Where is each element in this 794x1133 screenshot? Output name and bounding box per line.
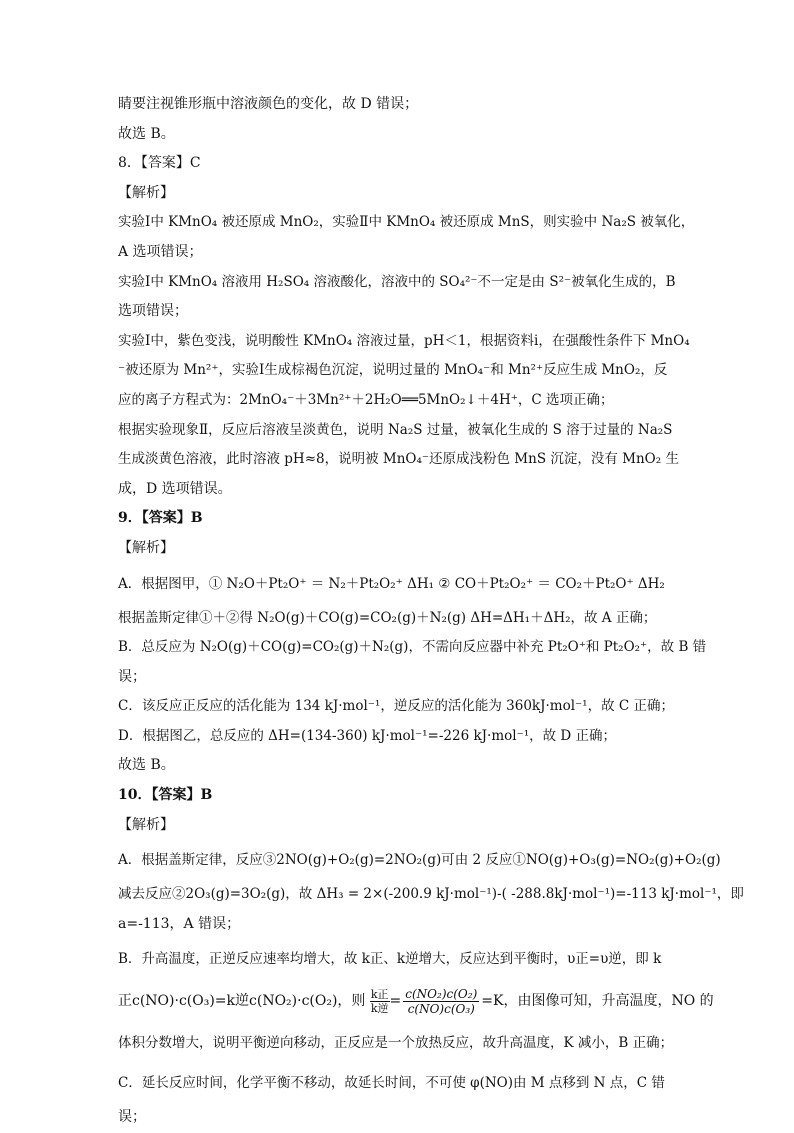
text-line: 实验Ⅰ中 KMnO₄ 被还原成 MnO₂，实验Ⅱ中 KMnO₄ 被还原成 MnS，则实验中 Na₂S 被氧化， xyxy=(118,214,695,231)
text-line: A．根据盖斯定律，反应③2NO(g)+O₂(g)=2NO₂(g)可由 2 反应①NO(g)+O₃(g)=NO₂(g)+O₂(g) xyxy=(118,852,721,869)
answer-heading-10: 10．【答案】B xyxy=(118,787,213,804)
text-line: A 选项错误； xyxy=(118,243,203,260)
text-line: 实验Ⅰ中，紫色变浅，说明酸性 KMnO₄ 溶液过量，pH＜1，根据资料ⅰ，在强酸性条件下 MnO₄ xyxy=(118,332,690,349)
text-line: 实验Ⅰ中 KMnO₄ 溶液用 H₂SO₄ 溶液酸化，溶液中的 SO₄²⁻不一定是由 S²⁻被氧化生成的，B xyxy=(118,273,676,290)
analysis-heading: 【解析】 xyxy=(118,539,174,556)
analysis-heading: 【解析】 xyxy=(118,184,174,201)
text-line: B．总反应为 N₂O(g)＋CO(g)=CO₂(g)＋N₂(g)，不需向反应器中补充 Pt₂O⁺和 Pt₂O₂⁺，故 B 错 xyxy=(118,639,707,656)
text-line: B．升高温度，正逆反应速率均增大，故 k正、k逆增大，反应达到平衡时，υ正=υ逆，即 k xyxy=(118,951,662,968)
text-line: 睛要注视锥形瓶中溶液颜色的变化，故 D 错误； xyxy=(118,96,419,112)
text-line: 故选 B。 xyxy=(118,125,175,142)
text-line: C．延长反应时间，化学平衡不移动，故延长时间，不可使 φ(NO)由 M 点移到 N 点，C 错 xyxy=(118,1075,665,1092)
text-line: 故选 B。 xyxy=(118,757,175,774)
formula-lead-text: 正c(NO)·c(O₃)=k逆c(NO₂)·c(O₂)，则 xyxy=(118,993,366,1010)
k-reverse: k逆 xyxy=(370,1001,389,1015)
text-line: 根据实验现象Ⅱ，反应后溶液呈淡黄色，说明 Na₂S 过量，被氧化生成的 S 溶于过量的 Na₂S xyxy=(118,421,673,438)
formula-trail-text: =K，由图像可知，升高温度，NO 的 xyxy=(481,993,714,1010)
answer-heading-9: 9．【答案】B xyxy=(118,510,203,527)
k-forward: k正 xyxy=(370,987,389,1001)
analysis-heading: 【解析】 xyxy=(118,816,174,833)
equals-sign: = xyxy=(389,993,402,1010)
text-line: 应的离子方程式为：2MnO₄⁻＋3Mn²⁺＋2H₂O══5MnO₂↓＋4H⁺，C 选项正确； xyxy=(118,391,614,408)
text-line: 体积分数增大，说明平衡逆向移动，正反应是一个放热反应，故升高温度，K 减小，B 正确； xyxy=(118,1035,674,1052)
answer-heading-8: 8．【答案】C xyxy=(118,155,201,172)
k-ratio-fraction xyxy=(370,988,390,1015)
concentration-denominator: c(NO)c(O₃) xyxy=(407,1001,475,1016)
text-line: 生成淡黄色溶液，此时溶液 pH≈8，说明被 MnO₄⁻还原成浅粉色 MnS 沉淀，没有 MnO₂ 生 xyxy=(118,451,679,468)
text-line: D．根据图乙，总反应的 ΔH=(134-360) kJ·mol⁻¹=-226 kJ·mol⁻¹，故 D 正确； xyxy=(118,727,617,744)
text-line: 选项错误； xyxy=(118,303,188,320)
text-line: a=-113，A 错误； xyxy=(118,915,241,932)
text-line: 成，D 选项错误。 xyxy=(118,480,232,497)
text-line: C．该反应正反应的活化能为 134 kJ·mol⁻¹，逆反应的活化能为 360kJ·mol⁻¹，故 C 正确； xyxy=(118,698,674,715)
text-line: 根据盖斯定律①＋②得 N₂O(g)＋CO(g)=CO₂(g)＋N₂(g) ΔH=ΔH₁＋ΔH₂，故 A 正确； xyxy=(118,609,657,626)
text-line: A．根据图甲，① N₂O＋Pt₂O⁺ ＝ N₂＋Pt₂O₂⁺ ΔH₁ ② CO＋Pt₂O₂⁺ ＝ CO₂＋Pt₂O⁺ ΔH₂ xyxy=(118,575,665,592)
text-line: 减去反应②2O₃(g)=3O₂(g)，故 ΔH₃ = 2×(-200.9 kJ·mol⁻¹)-( -288.8kJ·mol⁻¹)=-113 kJ·mol⁻¹，即 xyxy=(118,886,744,903)
text-line: 误； xyxy=(118,668,146,685)
document-page xyxy=(118,90,744,1133)
text-line: ⁻被还原为 Mn²⁺，实验Ⅰ生成棕褐色沉淀，说明过量的 MnO₄⁻和 Mn²⁺反应生成 MnO₂，反 xyxy=(118,362,668,379)
concentration-numerator: c(NO₂)c(O₂) xyxy=(405,986,478,1001)
concentration-fraction xyxy=(403,987,479,1016)
text-line: 误； xyxy=(118,1109,146,1126)
equilibrium-formula-line xyxy=(118,979,714,1023)
